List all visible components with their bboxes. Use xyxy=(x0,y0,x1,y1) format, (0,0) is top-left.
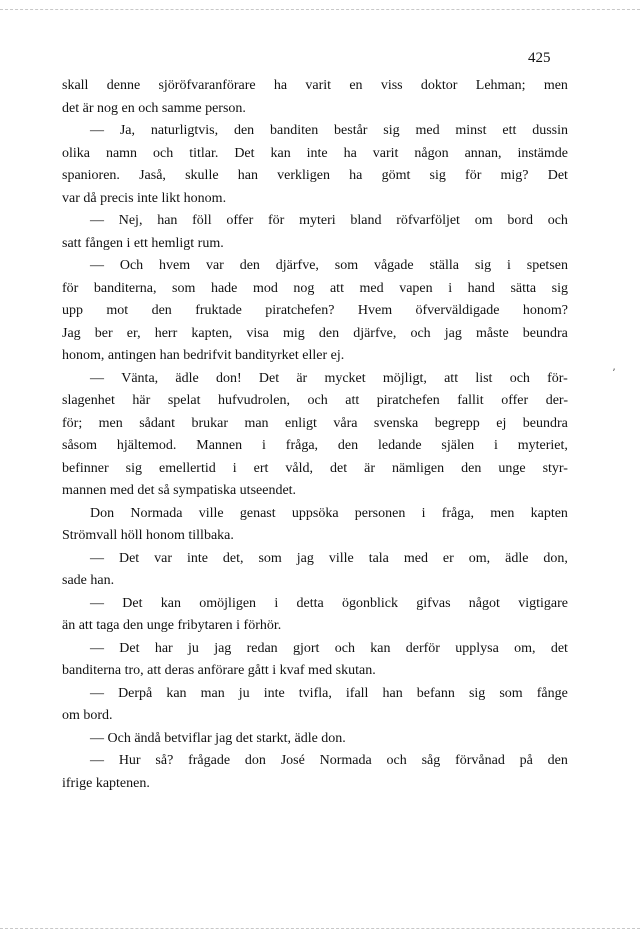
text-line: om bord. xyxy=(62,708,113,723)
text-line: satt fången i ett hemligt rum. xyxy=(62,235,224,251)
text-line: än att taga den unge fribytaren i förhör. xyxy=(62,618,282,633)
bottom-scan-edge xyxy=(0,928,640,929)
text-line: Jag ber er, herr kapten, visa mig den djärfve, och jag måste beundra xyxy=(62,325,568,341)
text-line: — Derpå kan man ju inte tvifla, ifall han befann sig som fånge xyxy=(90,685,568,701)
text-line: sade han. xyxy=(62,573,115,588)
text-line: — Och hvem var den djärfve, som vågade ställa sig i spetsen xyxy=(90,258,568,273)
body-text xyxy=(62,75,568,795)
text-line: ifrige kaptenen. xyxy=(62,775,150,791)
text-line: banditerna tro, att deras anförare gått i kvaf med skutan. xyxy=(62,663,376,678)
text-line: — Vänta, ädle don! Det är mycket möjligt, att list och för- xyxy=(90,370,568,386)
text-line: det är nog en och samme person. xyxy=(62,100,246,116)
text-line: befinner sig emellertid i ert våld, det är nämligen den unge styr- xyxy=(62,460,568,476)
text-line: — Hur så? frågade don José Normada och såg förvånad på den xyxy=(90,753,568,768)
page-number: 425 xyxy=(528,50,551,66)
text-line: Strömvall höll honom tillbaka. xyxy=(62,528,234,543)
text-line: mannen med det så sympatiska utseendet. xyxy=(62,483,297,498)
text-line: upp mot den fruktade piratchefen? Hvem öfverväldigade honom? xyxy=(62,303,568,318)
text-line: skall denne sjöröfvaranförare ha varit en viss doktor Lehman; men xyxy=(62,78,568,93)
top-scan-edge xyxy=(0,9,640,10)
text-line: för banditerna, som hade mod nog att med vapen i hand sätta sig xyxy=(62,280,568,296)
text-line: för; men sådant brukar man enligt våra svenska begrepp ej beundra xyxy=(62,415,568,431)
text-line: såsom hjältemod. Mannen i fråga, den ledande själen i myteriet, xyxy=(62,438,568,453)
text-line: slagenhet här spelat hufvudrolen, och att piratchefen fallit offer der- xyxy=(62,393,568,408)
text-line: var då precis inte likt honom. xyxy=(62,190,227,206)
margin-mark: ʼ xyxy=(612,368,616,379)
text-line: — Det har ju jag redan gjort och kan derför upplysa om, det xyxy=(90,640,568,656)
text-line: olika namn och titlar. Det kan inte ha varit någon annan, instämde xyxy=(62,145,568,161)
text-line: honom, antingen han bedrifvit bandityrket eller ej. xyxy=(62,348,345,363)
text-line: — Nej, han föll offer för myteri bland röfvarföljet om bord och xyxy=(90,213,568,228)
text-line: spanioren. Jaså, skulle han verkligen ha gömt sig för mig? Det xyxy=(62,168,568,183)
text-line: — Ja, naturligtvis, den banditen består sig med minst ett dussin xyxy=(90,123,568,138)
text-line: Don Normada ville genast uppsöka personen i fråga, men kapten xyxy=(90,505,568,521)
text-line: — Det var inte det, som jag ville tala med er om, ädle don, xyxy=(90,550,568,566)
text-line: — Och ändå betviflar jag det starkt, ädle don. xyxy=(90,730,346,746)
text-line: — Det kan omöjligen i detta ögonblick gifvas något vigtigare xyxy=(90,595,568,611)
